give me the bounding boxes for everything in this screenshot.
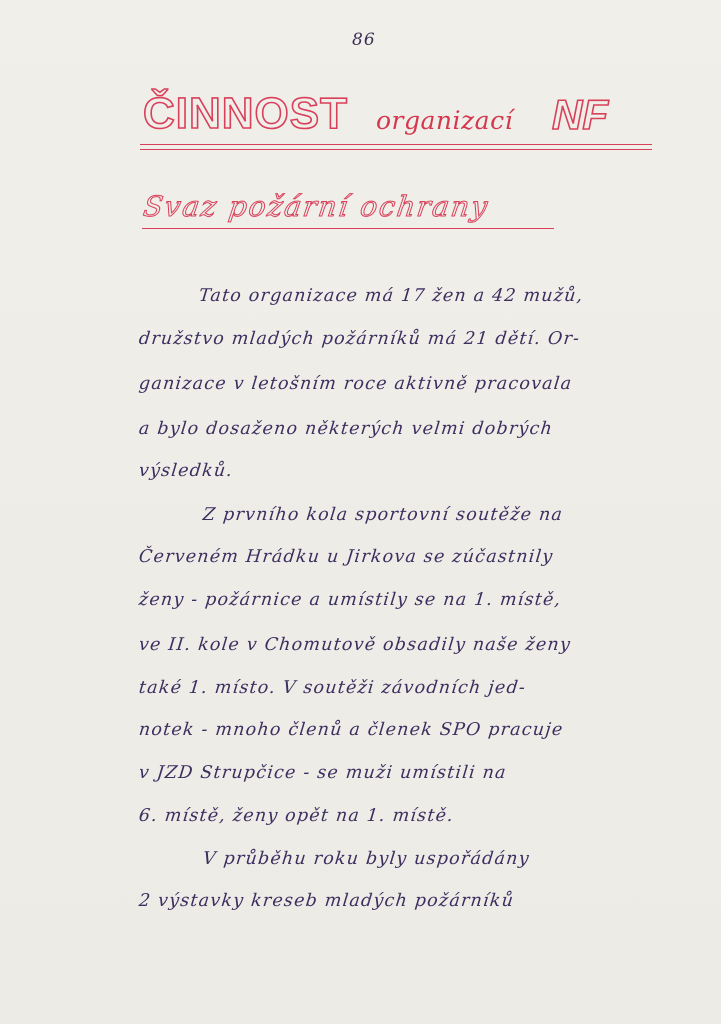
heading-subword: organizací xyxy=(376,106,514,135)
text-line: 2 výstavky kreseb mladých požárníků xyxy=(137,891,516,911)
text-line: Z prvního kola sportovní soutěže na xyxy=(201,505,565,525)
text-line: ganizace v letošním roce aktivně pracovala xyxy=(137,374,574,394)
subtitle-underline xyxy=(142,228,554,229)
section-subtitle: Svaz požární ochrany xyxy=(141,190,492,223)
text-line: družstvo mladých požárníků má 21 dětí. Or- xyxy=(137,329,582,349)
text-line: v JZD Strupčice - se muži umístili na xyxy=(137,763,508,783)
text-line: ženy - požárnice a umístily se na 1. místě, xyxy=(137,590,563,610)
heading-abbreviation: NF xyxy=(552,91,608,138)
text-line: V průběhu roku byly uspořádány xyxy=(201,849,531,869)
text-line: ve II. kole v Chomutově obsadily naše ženy xyxy=(137,635,573,655)
text-line: také 1. místo. V soutěži závodních jed- xyxy=(137,678,528,698)
text-line: Červeném Hrádku u Jirkova se zúčastnily xyxy=(137,547,555,567)
page-heading xyxy=(140,89,655,158)
heading-underline-double xyxy=(140,149,652,150)
text-line: výsledků. xyxy=(137,461,235,481)
text-line: Tato organizace má 17 žen a 42 mužů, xyxy=(197,286,585,306)
text-line: notek - mnoho členů a členek SPO pracuje xyxy=(137,720,565,740)
text-line: 6. místě, ženy opět na 1. místě. xyxy=(137,806,455,826)
heading-main-word: ČINNOST xyxy=(143,89,348,138)
page-number: 86 xyxy=(352,30,376,50)
heading-underline xyxy=(140,144,652,145)
text-line: a bylo dosaženo některých velmi dobrých xyxy=(137,419,555,439)
